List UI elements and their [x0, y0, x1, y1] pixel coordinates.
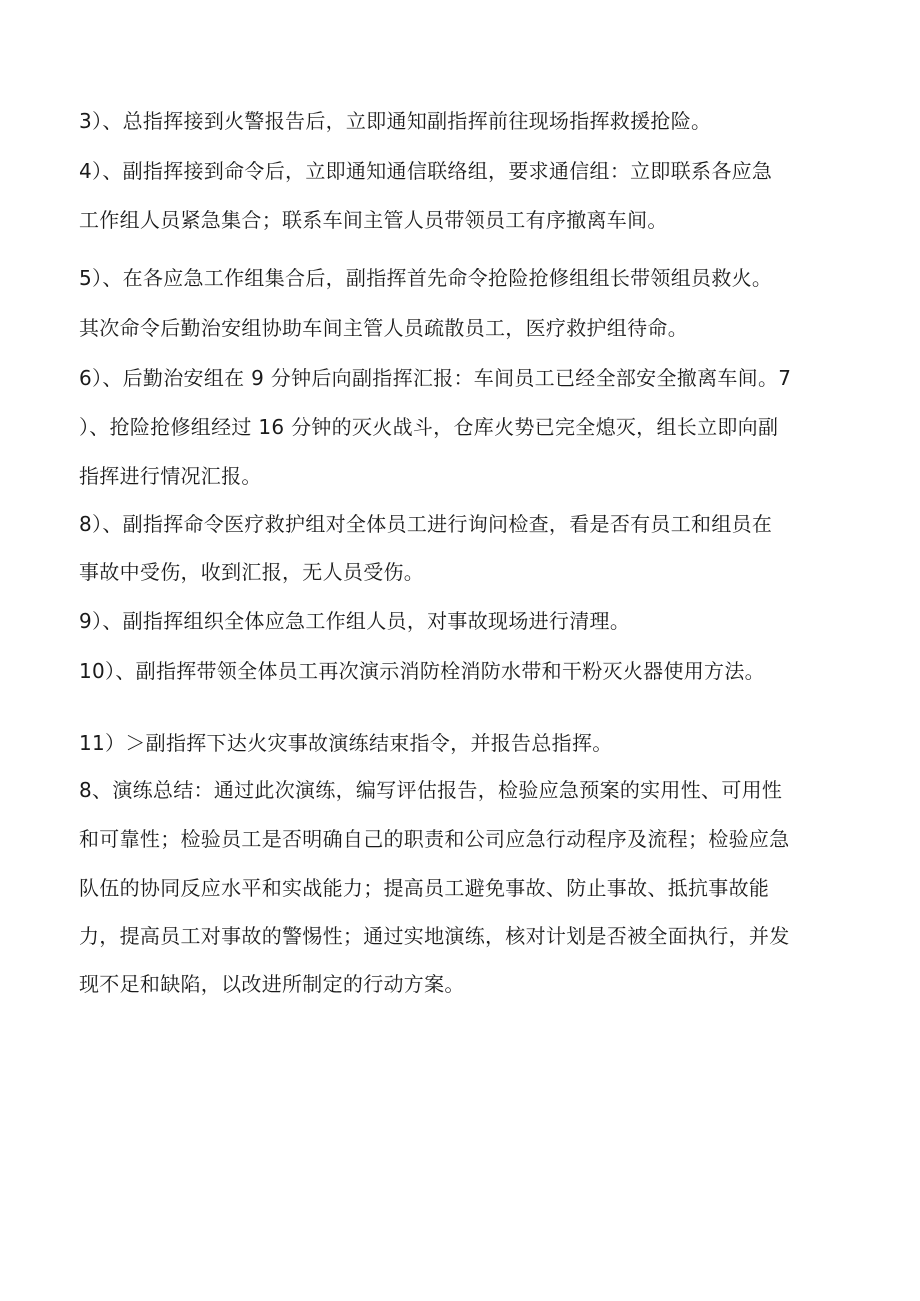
text-line: 现不足和缺陷，以改进所制定的行动方案。 [79, 972, 465, 996]
text-line: 11）＞副指挥下达火灾事故演练结束指令，并报告总指挥。 [79, 731, 613, 755]
text-line: 3）、总指挥接到火警报告后，立即通知副指挥前往现场指挥救援抢险。 [79, 109, 712, 133]
text-line: ）、抢险抢修组经过 16 分钟的灭火战斗，仓库火势已完全熄灭，组长立即向副 [79, 415, 779, 439]
text-line: 其次命令后勤治安组协助车间主管人员疏散员工，医疗救护组待命。 [79, 316, 688, 340]
text-line: 队伍的协同反应水平和实战能力；提高员工避免事故、防止事故、抵抗事故能 [79, 876, 770, 900]
text-line: 力，提高员工对事故的警惕性；通过实地演练，核对计划是否被全面执行，并发 [79, 924, 790, 948]
text-line: 和可靠性；检验员工是否明确自己的职责和公司应急行动程序及流程；检验应急 [79, 827, 790, 851]
text-line: 8）、副指挥命令医疗救护组对全体员工进行询问检查，看是否有员工和组员在 [79, 512, 773, 536]
text-line: 指挥进行情况汇报。 [79, 464, 262, 488]
text-line: 4）、副指挥接到命令后，立即通知通信联络组，要求通信组：立即联系各应急 [79, 159, 773, 183]
text-line: 8、演练总结：通过此次演练，编写评估报告，检验应急预案的实用性、可用性 [79, 778, 783, 802]
text-line: 10）、副指挥带领全体员工再次演示消防栓消防水带和干粉灭火器使用方法。 [79, 659, 765, 683]
text-line: 工作组人员紧急集合；联系车间主管人员带领员工有序撤离车间。 [79, 208, 668, 232]
text-line: 6）、后勤治安组在 9 分钟后向副指挥汇报：车间员工已经全部安全撤离车间。7 [79, 366, 792, 390]
text-line: 事故中受伤，收到汇报，无人员受伤。 [79, 560, 425, 584]
text-line: 9）、副指挥组织全体应急工作组人员，对事故现场进行清理。 [79, 609, 631, 633]
text-line: 5）、在各应急工作组集合后，副指挥首先命令抢险抢修组组长带领组员救火。 [79, 266, 773, 290]
